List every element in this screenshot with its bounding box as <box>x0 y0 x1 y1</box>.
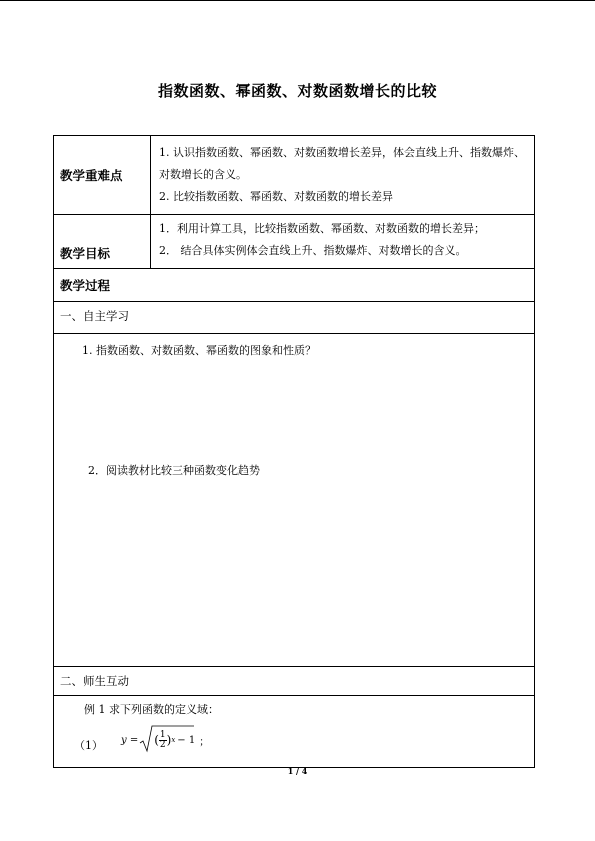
key-points-content <box>151 136 535 215</box>
key-point-1: 1. 认识指数函数、幂函数、对数函数增长差异，体会直线上升、指数爆炸、对数增长的含义。 <box>159 146 525 181</box>
question-2: 2．阅读教材比较三种函数变化趋势 <box>88 464 260 477</box>
key-points-label: 教学重难点 <box>54 136 151 215</box>
part-1-label: （1） <box>74 739 103 752</box>
process-heading: 教学过程 <box>54 269 535 302</box>
goal-1: 1．利用计算工具，比较指数函数、幂函数、对数函数的增长差异； <box>159 222 485 235</box>
fraction <box>159 731 167 750</box>
goals-row <box>54 215 535 269</box>
top-rule <box>0 0 595 1</box>
section2-heading: 二、师生互动 <box>54 667 535 696</box>
section1-heading: 一、自主学习 <box>54 302 535 334</box>
goals-label: 教学目标 <box>54 215 151 269</box>
section2-body <box>54 696 535 768</box>
example-1-part-1 <box>74 725 528 755</box>
formula-end: ； <box>199 736 210 748</box>
document-title: 指数函数、幂函数、对数函数增长的比较 <box>157 82 437 100</box>
example-1: 例 1 求下列函数的定义域： <box>84 703 219 716</box>
section2-heading-row <box>54 667 535 696</box>
section1-heading-row <box>54 302 535 334</box>
lesson-plan-table <box>53 135 535 768</box>
goal-2: 2． 结合具体实例体会直线上升、指数爆炸、对数增长的含义。 <box>159 244 467 257</box>
section1-body-row <box>54 334 535 667</box>
formula-exponent: x <box>171 736 176 744</box>
formula <box>121 725 209 755</box>
formula-tail: − 1 <box>177 734 196 746</box>
formula-lhs: y = <box>121 734 139 746</box>
formula-body: ( $\frac{1}{2}$ ) x − 1 <box>154 729 196 750</box>
fraction-denominator: 2 <box>159 739 166 750</box>
key-points-row <box>54 136 535 215</box>
goals-content <box>151 215 535 269</box>
question-1: 1. 指数函数、对数函数、幂函数的图象和性质？ <box>82 344 316 357</box>
page-number: 1 / 4 <box>287 766 308 776</box>
key-point-2: 2. 比较指数函数、幂函数、对数函数的增长差异 <box>159 190 393 203</box>
fraction-numerator: 1 <box>159 729 166 740</box>
section1-body <box>54 334 535 667</box>
section2-body-row <box>54 696 535 768</box>
process-row <box>54 269 535 302</box>
